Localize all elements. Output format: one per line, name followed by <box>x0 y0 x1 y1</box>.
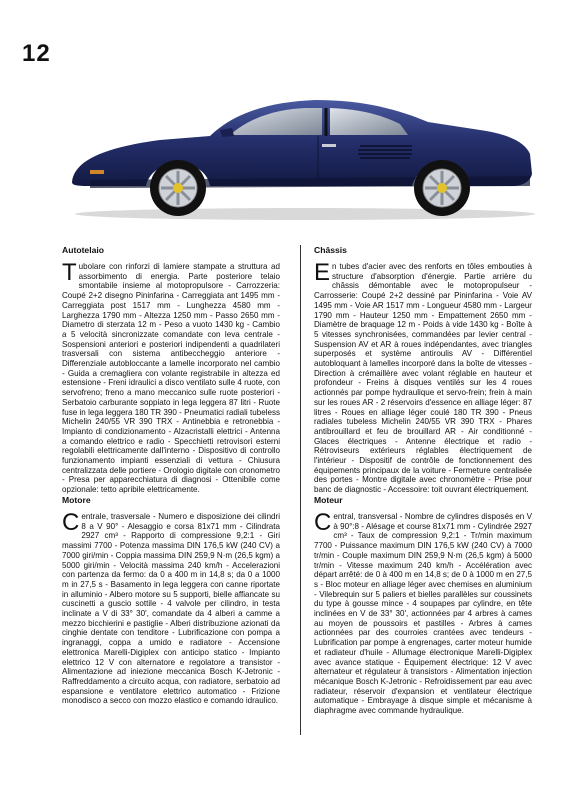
page-number: 12 <box>22 40 51 67</box>
section-autotelaio <box>62 245 280 495</box>
section-body <box>314 259 532 495</box>
body-text: entrale, trasversale - Numero e disposizione dei cilindri 8 a V 90° - Alesaggio e corsa 81x71 mm - Cilindrata 2927 cm³ - Rapporto di compressione 9,2:1 - Giri massimi 7700 - Potenza massima DIN 176,5 kW (240 CV) a 7000 giri/min - Coppia massima DIN 259,9 N·m (26,5 kgm) a 5000 giri/min - Velocità massima 240 km/h - Accelerazioni con partenza da fermo: da 0 a 400 m in 14,8 s; da 0 a 1000 m in 27,5 s - Basamento in lega leggera con canne riportate in alluminio - Albero motore su 5 supporti, bielle affiancate su cuscinetti a guscio sottile - 4 valvole per cilindro, in testa inclinate a V di 33° 30', comandate da 4 alberi a camme a mezzo bicchierini e pastiglie - Alberi distribuzione azionati da cinghie dentate con tenditore - Lubrificazione con pompa a ingranaggi, coppa a umido e radiatore - Accensione elettronica Marelli-Digiplex con anticipo statico - Impianto elettrico 12 V con alternatore e regolatore a transistor - Alimentazione ad iniezione meccanica Bosch K-Jetronic - Raffreddamento a circuito acqua, con radiatore, serbatoio ad espansione e ventilatore elettrico automatico - Frizione monodisco a secco con mozzo elastico e comando idraulico. <box>62 512 280 706</box>
section-title: Autotelaio <box>62 245 105 255</box>
dropcap: C <box>314 509 332 536</box>
body-text: n tubes d'acier avec des renforts en tôles embouties à structure d'absorption d'énergie. Partie arrière du châssis démontable avec le motopropulseur - Carrosserie: Coupé 2+2 dessiné par Pininfarina - Voie AV 1495 mm - Voie AR 1517 mm - Longueur 4580 mm - Largeur 1790 mm - Hauteur 1250 mm - Empattement 2650 mm - Diamètre de braquage 12 m - Poids à vide 1430 kg - Boîte à 5 vitesses synchronisées, commandées par levier central - Suspension AV et AR à roues indépendantes, avec triangles superposés et système antiroulis AV - Différentiel autobloquant à lamelles incorporé dans la boîte de vitesses - Direction à crémaillère avec volant réglable en hauteur et profondeur - Freins à disques ventilés sur les 4 roues actionnés par pompe hydraulique et servo-frein; frein à main sur les roues AR - 2 réservoirs d'essence en alliage léger: 87 litres - Roues en alliage léger coulé 180 TR 390 - Pneus radiales tubeless Michelin 240/55 VR 390 TRX - Phares antibrouillard et feu de brouillard AR - Air conditionné - Glaces électriques - Antenne électrique et radio - Rétroviseurs extérieurs réglables électriquement de l'intérieur - Dispositif de contrôle de fonctionnement des équipements principaux de la voiture - Fermeture centralisée des portes - Montre digitale avec chronomètre - Prise pour banc de diagnostic - Accessoire: toit ouvrant électriquement. <box>314 262 532 495</box>
dropcap: C <box>62 509 80 536</box>
dropcap: T <box>62 259 77 286</box>
section-body <box>62 259 280 495</box>
section-motore <box>62 495 280 706</box>
french-column <box>314 245 532 716</box>
section-body <box>62 509 280 706</box>
section-title: Moteur <box>314 495 343 505</box>
car-photo <box>60 90 540 225</box>
dropcap: E <box>314 259 331 286</box>
section-body <box>314 509 532 716</box>
column-divider <box>300 245 301 735</box>
section-title: Motore <box>62 495 91 505</box>
italian-column <box>62 245 280 706</box>
section-chassis <box>314 245 532 495</box>
spec-columns <box>62 245 532 765</box>
body-text: ubolare con rinforzi di lamiere stampate a struttura ad assorbimento di energia. Parte posteriore telaio smontabile insieme al motopropulsore - Carrozzeria: Coupé 2+2 disegno Pininfarina - Carreggiata ant 1495 mm - Carreggiata post 1517 mm - Lunghezza 4580 mm - Larghezza 1790 mm - Altezza 1250 mm - Passo 2650 mm - Diametro di sterzata 12 m - Peso a vuoto 1430 kg - Cambio a 5 velocità sincronizzate comandate con leva centrale - Sospensioni anteriori e posteriori indipendenti a quadrilateri trasversali con sistema antibeccheggio anteriore - Differenziale autobloccante a lamelle incorporato nel cambio - Guida a cremagliera con volante registrabile in altezza ed estensione - Freni idraulici a disco ventilato sulle 4 ruote, con servofreno; freno a mano meccanico sulle ruote posteriori - Serbatoio carburante soppiato in lega leggera 87 litri - Ruote fuse in lega leggera 180 TR 390 - Pneumatici radiali tubeless Michelin 240/55 VR 390 TRX - Antinebbia e retronebbia - Impianto di condizionamento - Alzacristalli elettrici - Antenna a comando elettrico e radio - Specchietti retrovisori esterni regolabili elettricamente dall'interno - Dispositivo di controllo funzionamento impianti essenziali di vettura - Chiusura centralizzata delle portiere - Orologio digitale con cronometro - Presa per apparecchiatura di diagnosi - Ottenibile come opzionale: tetto apribile elettricamente. <box>62 262 280 495</box>
section-title: Châssis <box>314 245 347 255</box>
section-moteur <box>314 495 532 716</box>
body-text: entral, transversal - Nombre de cylindres disposés en V à 90°:8 - Alésage et course 81x71 mm - Cylindrée 2927 cm³ - Taux de compression 9,2:1 - Tr/min maximum 7700 - Puissance maximum DIN 176,5 kW (240 CV) à 7000 tr/min - Couple maximum DIN 259,9 N·m (26,5 kgm) à 5000 tr/min - Vitesse maximum 240 km/h - Accélération avec départ arrêté: de 0 à 400 m en 14,8 s; de 0 à 1000 m en 27,5 s - Bloc moteur en alliage léger avec chemises en aluminium - Vilebrequin sur 5 paliers et bielles parallèles sur coussinets du type à gousse mince - 4 soupapes par cylindre, en tête inclinées en V de 33° 30', actionnées par 4 arbres à cames au moyen de poussoirs et pastilles - Arbres à cames actionnées par des courroies crantées avec tendeurs - Lubrification par pompe à engrenages, carter moteur humide et radiateur d'huile - Allumage électronique Marelli-Digiplex avec avance statique - Équipement électrique: 12 V avec alternateur et régulateur à transistors - Alimentation injection mécanique Bosch K-Jetronic - Refroidissement par eau avec radiateur, réservoir d'expansion et ventilateur électrique automatique - Embrayage à disque simple et mécanisme à diaphragme avec commande hydraulique. <box>314 512 532 716</box>
